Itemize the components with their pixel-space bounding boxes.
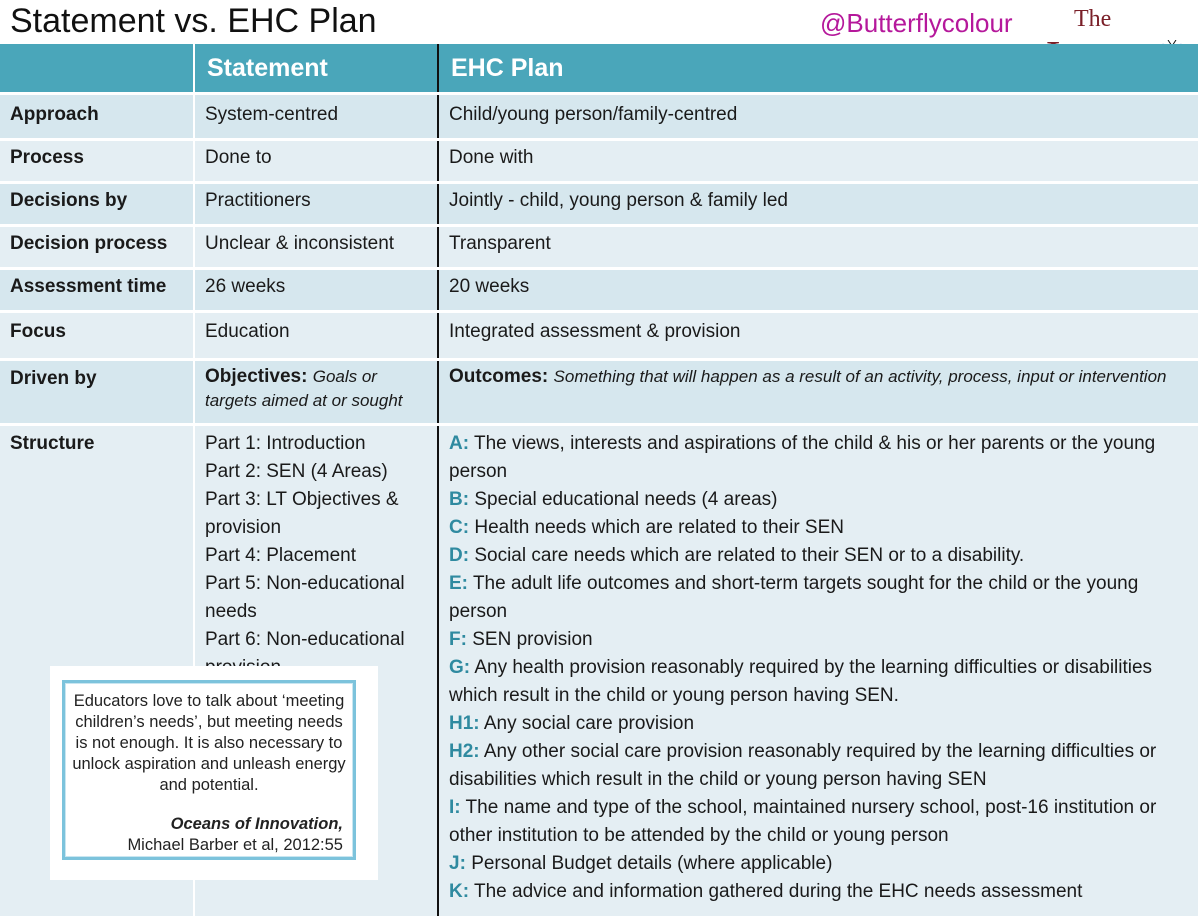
section-text: Any social care provision [483,713,695,734]
list-item: Part 4: Placement [205,545,357,566]
header-blank [0,44,194,94]
section-letter: G: [449,657,471,678]
list-item [449,710,1188,738]
list-item: Part 1: Introduction [205,433,366,454]
list-item [449,850,1188,878]
section-letter: C: [449,517,470,538]
objectives-term: Objectives: [205,366,308,387]
statement-cell: Education [194,312,438,360]
ehc-cell [438,360,1198,425]
section-text: The name and type of the school, maintained nursery school, post-16 institution or other institution to be attended by the child or young person [449,797,1157,846]
logo-the: The [1074,6,1112,32]
section-letter: B: [449,489,470,510]
header-ehc-plan: EHC Plan [438,44,1198,94]
ehc-cell: 20 weeks [438,269,1198,312]
row-label: Focus [0,312,194,360]
row-label: Process [0,140,194,183]
quote-work: Oceans of Innovation, [170,815,343,833]
section-letter: I: [449,797,461,818]
section-letter: E: [449,573,468,594]
table-row [0,94,1198,140]
section-letter: D: [449,545,470,566]
list-item [449,654,1188,710]
table-row [0,269,1198,312]
row-label: Driven by [0,360,194,425]
ehc-cell: Transparent [438,226,1198,269]
header-statement: Statement [194,44,438,94]
section-text: Social care needs which are related to their SEN or to a disability. [474,545,1025,566]
list-item [449,430,1188,486]
section-text: Special educational needs (4 areas) [474,489,778,510]
section-letter: K: [449,881,470,902]
statement-cell [194,360,438,425]
quote-source [71,814,347,856]
statement-cell: Unclear & inconsistent [194,226,438,269]
outcomes-term: Outcomes: [449,366,549,387]
row-label: Structure [0,425,194,918]
list-item: Part 5: Non-educational needs [205,573,405,622]
section-text: The views, interests and aspirations of the child & his or her parents or the young person [449,433,1156,482]
ehc-cell: Jointly - child, young person & family led [438,183,1198,226]
page-title: Statement vs. EHC Plan [10,2,377,40]
list-item [449,738,1188,794]
statement-cell: Done to [194,140,438,183]
row-label: Decision process [0,226,194,269]
section-text: Any health provision reasonably required by the learning difficulties or disabilities which result in the child or young person having SEN. [449,657,1153,706]
section-letter: A: [449,433,470,454]
list-item [449,514,1188,542]
row-label: Approach [0,94,194,140]
list-item [449,878,1188,906]
list-item [449,542,1188,570]
ehc-cell: Child/young person/family-centred [438,94,1198,140]
ehc-cell: Integrated assessment & provision [438,312,1198,360]
list-item [449,570,1188,626]
statement-cell: 26 weeks [194,269,438,312]
row-label: Assessment time [0,269,194,312]
quote-author: Michael Barber et al, 2012:55 [127,836,343,854]
statement-cell: Practitioners [194,183,438,226]
objectives-note: Goals or targets aimed at or sought [205,367,403,410]
section-text: The adult life outcomes and short-term targets sought for the child or the young person [449,573,1139,622]
outcomes-note: Something that will happen as a result of an activity, process, input or intervention [553,367,1167,386]
table-row-driven-by [0,360,1198,425]
section-text: The advice and information gathered during the EHC needs assessment [474,881,1083,902]
section-letter: F: [449,629,467,650]
list-item: Part 3: LT Objectives & provision [205,489,399,538]
section-letter: H1: [449,713,480,734]
twitter-handle: @Butterflycolour [820,8,1013,38]
section-text: SEN provision [472,629,593,650]
table-row [0,183,1198,226]
section-text: Personal Budget details (where applicable) [471,853,833,874]
table-header-row [0,44,1198,94]
list-item [449,794,1188,850]
list-item [449,486,1188,514]
section-text: Any other social care provision reasonably required by the learning difficulties or disabilities which result in the child or young person having SEN [449,741,1157,790]
quote-text: Educators love to talk about ‘meeting children’s needs’, but meeting needs is not enough. It is also necessary to unlock aspiration and unleash energy and potential. [72,692,346,794]
statement-cell: System-centred [194,94,438,140]
quote-box [62,680,356,860]
section-letter: J: [449,853,466,874]
section-text: Health needs which are related to their SEN [474,517,844,538]
table-row [0,140,1198,183]
list-item: Part 2: SEN (4 Areas) [205,461,388,482]
ehc-cell: Done with [438,140,1198,183]
ehc-sections-cell [438,425,1198,918]
row-label: Decisions by [0,183,194,226]
list-item: Part 6: Non-educational [205,629,405,650]
table-row [0,312,1198,360]
quote-panel [50,666,378,880]
table-row [0,226,1198,269]
list-item [449,626,1188,654]
section-letter: H2: [449,741,480,762]
